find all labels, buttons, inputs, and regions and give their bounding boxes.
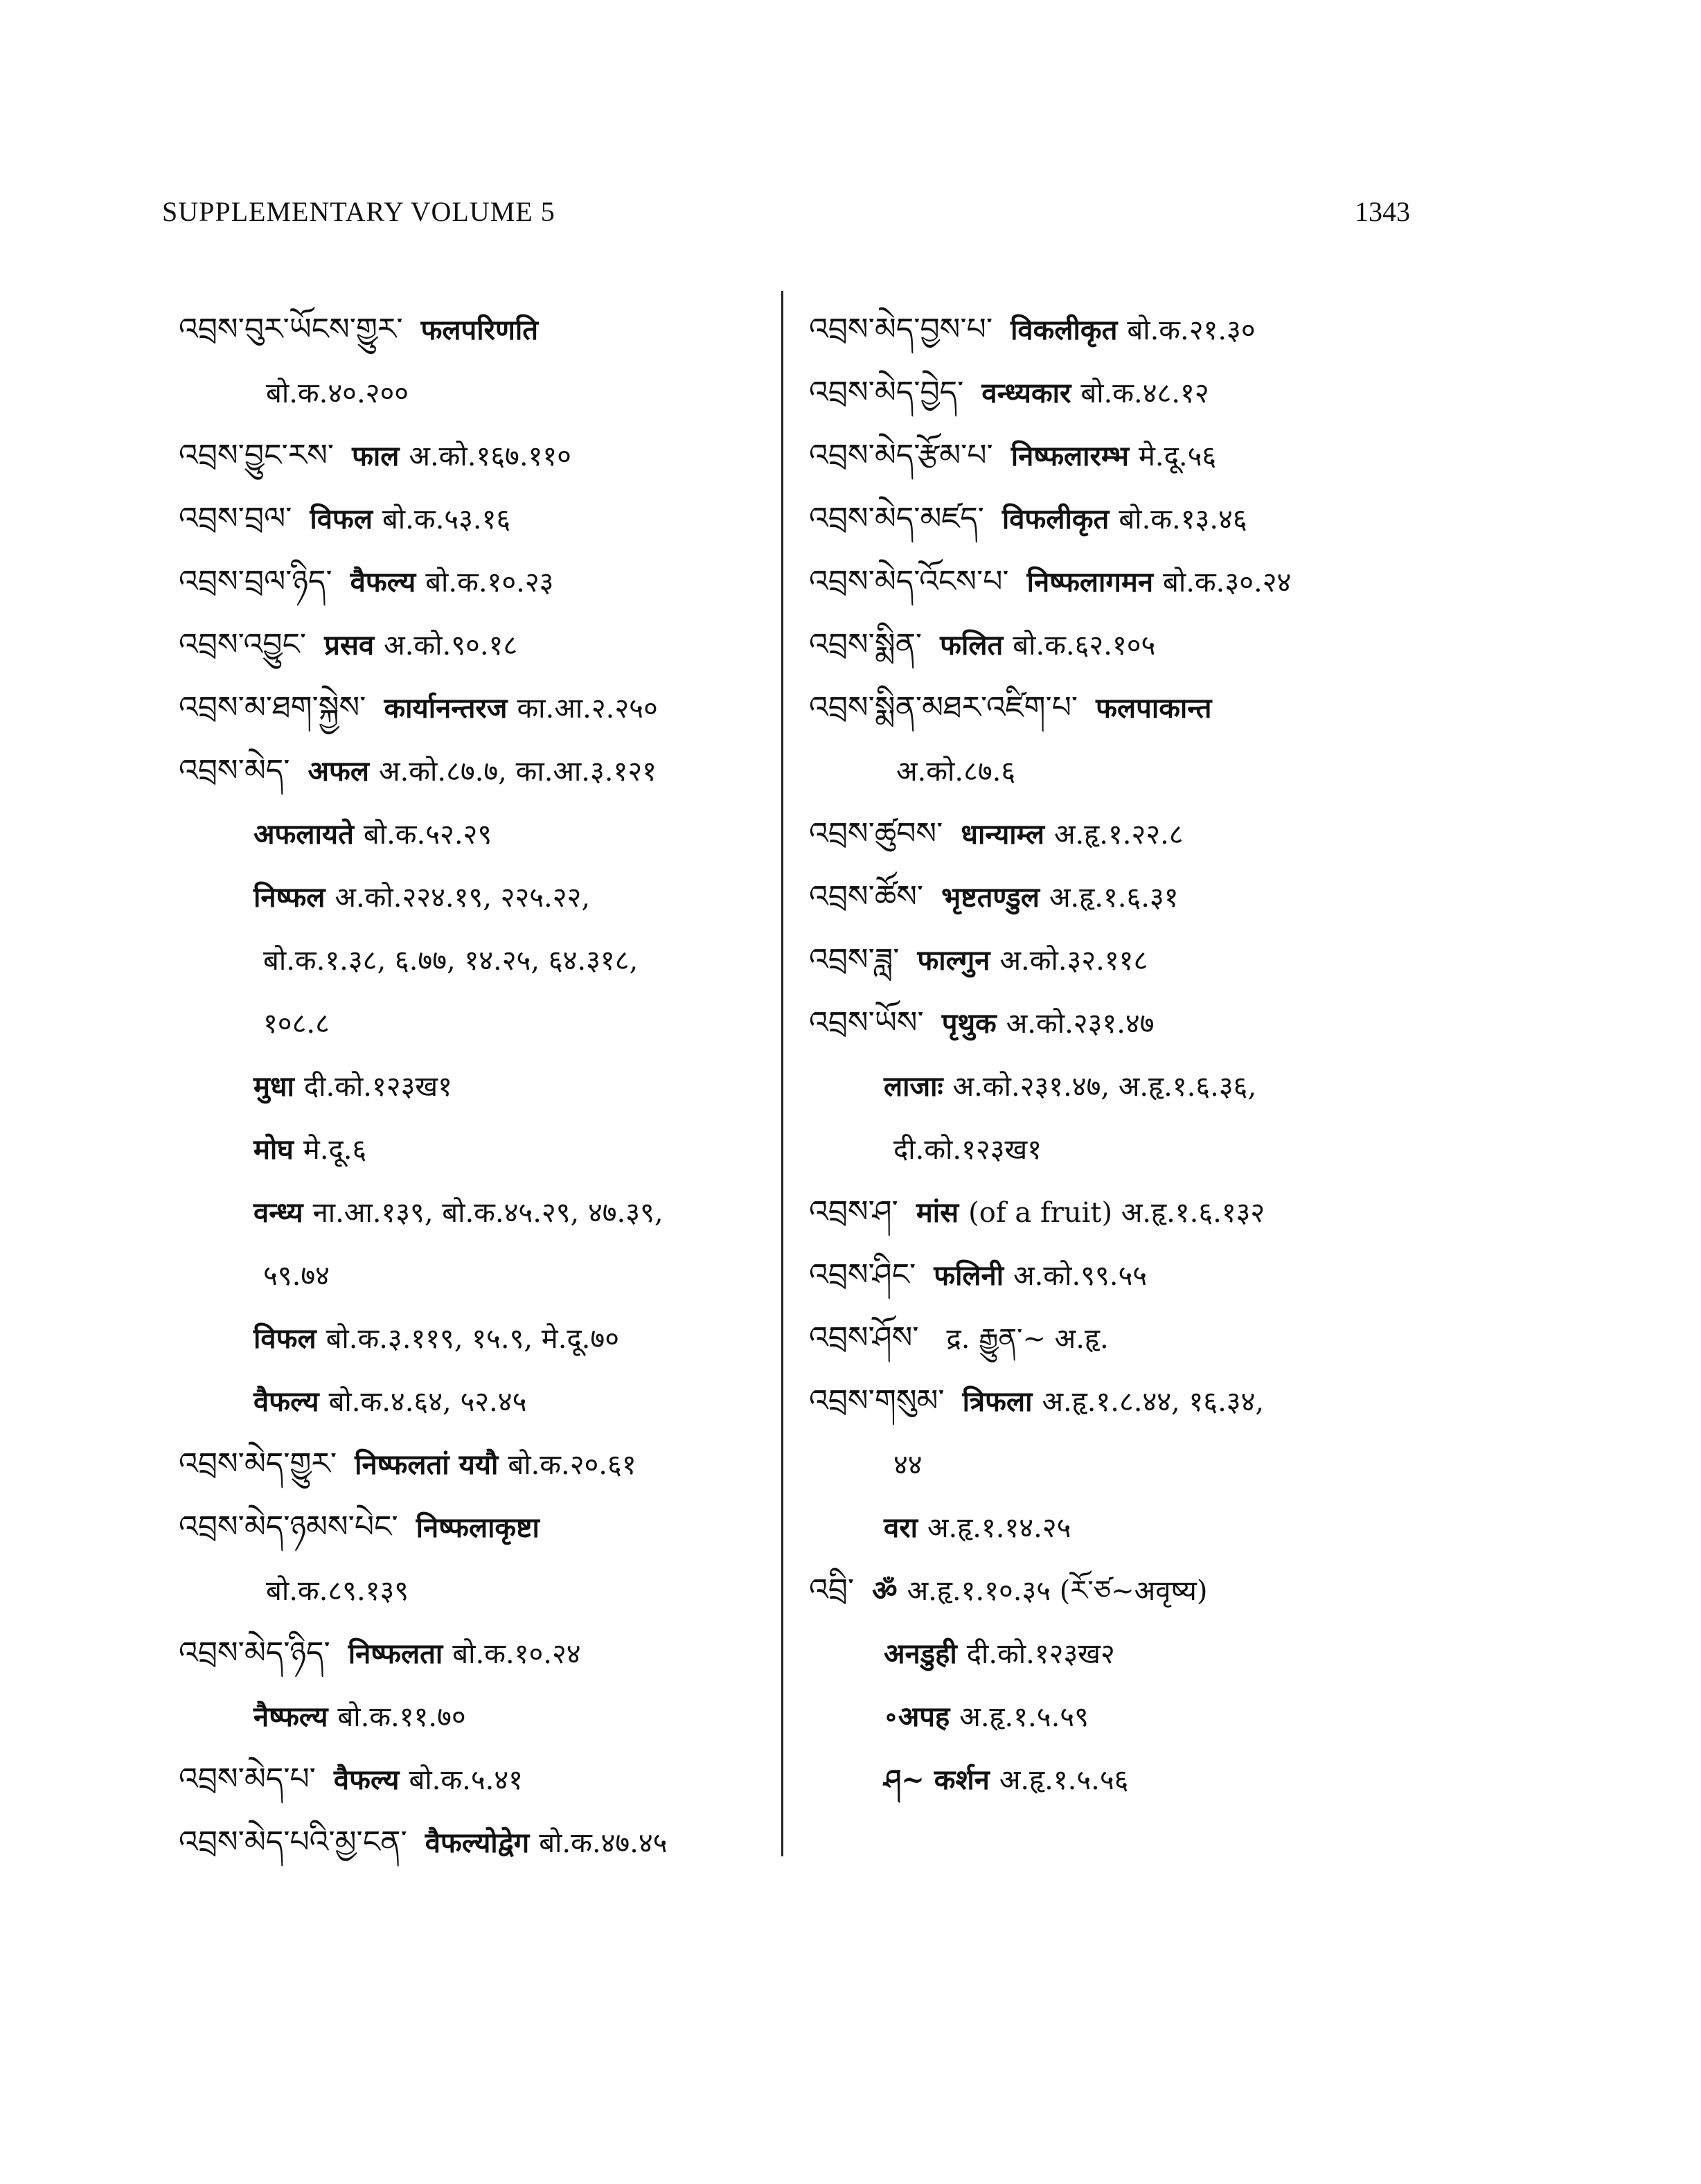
entry-line bbox=[179, 1306, 774, 1369]
sanskrit-term: वैफल्य bbox=[253, 1385, 319, 1418]
reference: अ.हृ.१.६.३१ bbox=[1049, 882, 1179, 914]
tibetan-term: འབྲས་མ་ཐག་སྐྱེས་ bbox=[179, 690, 366, 725]
sanskrit-term: प्रसव bbox=[324, 629, 375, 662]
tibetan-term: འབྲས་སྨིན་ bbox=[809, 627, 923, 662]
left-column bbox=[179, 298, 774, 1874]
entry-line bbox=[179, 1432, 774, 1495]
reference: अ.को.१६७.११० bbox=[409, 441, 571, 472]
sanskrit-term: निष्फल bbox=[253, 881, 326, 914]
reference: ना.आ.१३९, बो.क.४५.२९, ४७.३९, bbox=[312, 1197, 664, 1229]
tibetan-term: འབྲས་མེད་ཉིད་ bbox=[179, 1635, 330, 1671]
entry-line bbox=[179, 298, 774, 361]
entry-line bbox=[179, 1369, 774, 1432]
entry-line bbox=[179, 550, 774, 613]
reference: अ.हृ.१.१०.३५ (རོ་ཙ~अवृष्य) bbox=[907, 1575, 1208, 1607]
entry-line bbox=[179, 1117, 774, 1180]
tibetan-term: འབྲས་གསུམ་ bbox=[809, 1383, 945, 1419]
reference: बो.क.४०.२०० bbox=[266, 378, 409, 409]
column-divider bbox=[781, 291, 783, 1856]
tibetan-term: འབྲས་མེད་འོངས་པ་ bbox=[809, 564, 1009, 599]
tibetan-term: འབྲས་མེད་གྱུར་ bbox=[179, 1446, 337, 1482]
entry-line bbox=[179, 991, 774, 1054]
reference: का.आ.२.२५० bbox=[517, 693, 658, 725]
sanskrit-term: अफल bbox=[308, 755, 369, 788]
page-number: 1343 bbox=[1355, 196, 1410, 227]
sanskrit-term: फलपरिणति bbox=[420, 314, 539, 346]
sanskrit-term: विफल bbox=[253, 1322, 317, 1355]
reference: बो.क.५२.२९ bbox=[363, 819, 492, 851]
reference: बो.क.२०.६१ bbox=[508, 1449, 636, 1481]
reference: बो.क.४७.४५ bbox=[539, 1827, 668, 1859]
reference: बो.क.५.४१ bbox=[409, 1764, 523, 1796]
sanskrit-term: लाजाः bbox=[884, 1070, 943, 1103]
reference: बो.क.३०.२४ bbox=[1163, 567, 1292, 598]
entry-line bbox=[179, 1243, 774, 1306]
entry-line bbox=[809, 1054, 1405, 1117]
entry-line bbox=[809, 1306, 1405, 1369]
reference: अ.को.३२.११८ bbox=[999, 945, 1148, 977]
reference: अ.को.२३१.४७ bbox=[1006, 1008, 1155, 1040]
sanskrit-term: विफल bbox=[310, 503, 373, 535]
entry-line bbox=[809, 1243, 1405, 1306]
sanskrit-term: त्रिफला bbox=[962, 1385, 1033, 1418]
sanskrit-term: निष्फलतां ययौ bbox=[355, 1448, 499, 1481]
entry-line bbox=[179, 1495, 774, 1559]
tibetan-term: འབྲས་ཤིང་ bbox=[809, 1257, 916, 1293]
entry-line bbox=[179, 865, 774, 928]
reference: बो.क.५३.१६ bbox=[382, 504, 511, 535]
sanskrit-term: वन्ध्यकार bbox=[981, 377, 1071, 409]
entry-line bbox=[179, 1180, 774, 1243]
entry-line bbox=[809, 1622, 1405, 1685]
entry-line bbox=[809, 1369, 1405, 1432]
reference: अ.हृ.१.५.५६ bbox=[999, 1764, 1129, 1796]
entry-line bbox=[809, 613, 1405, 676]
tibetan-term: འབྲས་ཚོས་ bbox=[809, 879, 924, 914]
tibetan-term: འབྲས་མེད་ bbox=[179, 753, 290, 788]
sanskrit-term: पृथुक bbox=[941, 1007, 997, 1040]
sanskrit-term: वैफल्य bbox=[350, 566, 416, 598]
reference: बो.क.१०.२३ bbox=[425, 567, 554, 598]
entry-line bbox=[809, 361, 1405, 424]
sanskrit-term: निष्फलाकृष्टा bbox=[416, 1511, 540, 1544]
entry-line bbox=[809, 298, 1405, 361]
reference: १०८.८ bbox=[263, 1008, 330, 1040]
sanskrit-term: अनडुही bbox=[884, 1637, 957, 1670]
reference: दी.को.१२३ख१ bbox=[893, 1134, 1042, 1166]
reference: द्र. རྒྱུན་~ अ.हृ. bbox=[946, 1323, 1109, 1355]
sanskrit-term: भृष्टतण्डुल bbox=[941, 881, 1040, 914]
reference: (of a fruit) अ.हृ.१.६.१३२ bbox=[968, 1197, 1265, 1229]
reference: बो.क.१०.२४ bbox=[452, 1638, 581, 1670]
running-header: SUPPLEMENTARY VOLUME 5 bbox=[162, 196, 555, 227]
tibetan-term: འབྲས་མེད་མཛད་ bbox=[809, 501, 984, 536]
reference: दी.को.१२३ख२ bbox=[966, 1638, 1115, 1670]
entry-line bbox=[179, 1622, 774, 1685]
entry-line bbox=[179, 424, 774, 487]
sanskrit-term: ॐ bbox=[872, 1574, 898, 1607]
entry-line bbox=[809, 991, 1405, 1054]
tibetan-term: འབྲས་འབྱུང་ bbox=[179, 627, 307, 662]
entry-line bbox=[809, 1685, 1405, 1748]
sanskrit-term: मोघ bbox=[253, 1133, 294, 1166]
entry-line bbox=[809, 1117, 1405, 1180]
reference: अ.हृ.१.५.५९ bbox=[959, 1701, 1089, 1733]
sanskrit-term: फलिनी bbox=[934, 1259, 1004, 1292]
sanskrit-term: निष्फलारम्भ bbox=[1010, 440, 1130, 472]
sanskrit-term: ∘अपह bbox=[884, 1701, 950, 1733]
tibetan-term: འབྲས་མེད་བྱེད་ bbox=[809, 375, 964, 410]
reference: अ.को.९०.१८ bbox=[384, 630, 518, 662]
sanskrit-term: धान्याम्ल bbox=[961, 818, 1044, 851]
sanskrit-term: मांस bbox=[916, 1196, 959, 1229]
tibetan-term: འབྲས་མེད་བྱས་པ་ bbox=[809, 312, 993, 347]
reference: अ.को.९९.५५ bbox=[1013, 1260, 1148, 1292]
right-column bbox=[809, 298, 1405, 1811]
tibetan-term: འབྲས་ཚུབས་ bbox=[809, 816, 943, 851]
tibetan-term: འབྲས་བྲལ་ཉིད་ bbox=[179, 564, 332, 599]
entry-line bbox=[809, 676, 1405, 739]
sanskrit-term: विफलीकृत bbox=[1001, 503, 1110, 535]
reference: बो.क.२१.३० bbox=[1127, 314, 1256, 346]
entry-line bbox=[179, 1811, 774, 1874]
entry-line bbox=[809, 424, 1405, 487]
entry-line bbox=[809, 1495, 1405, 1559]
reference: बो.क.८९.१३९ bbox=[266, 1575, 409, 1607]
sanskrit-term: वैफल्य bbox=[333, 1764, 400, 1796]
entry-line bbox=[809, 1432, 1405, 1495]
entry-line bbox=[809, 1559, 1405, 1622]
sanskrit-term: नैष्फल्य bbox=[253, 1701, 328, 1733]
sanskrit-term: फलित bbox=[940, 629, 1004, 662]
tibetan-term: འབྲས་མེད་པ་ bbox=[179, 1761, 316, 1797]
sanskrit-term: अफलायते bbox=[253, 818, 354, 851]
reference: ४४ bbox=[893, 1449, 923, 1481]
entry-line bbox=[179, 1685, 774, 1748]
reference: बो.क.१.३८, ६.७७, १४.२५, ६४.३१८, bbox=[263, 945, 639, 977]
entry-line bbox=[179, 802, 774, 865]
entry-line bbox=[179, 1559, 774, 1622]
entry-line bbox=[179, 487, 774, 550]
reference: अ.हृ.१.१४.२५ bbox=[927, 1512, 1071, 1544]
entry-line bbox=[809, 928, 1405, 991]
entry-line bbox=[179, 928, 774, 991]
sanskrit-term: फाल्गुन bbox=[917, 944, 990, 977]
entry-line bbox=[809, 802, 1405, 865]
reference: बो.क.४८.१२ bbox=[1080, 378, 1209, 409]
reference: मे.दू.६ bbox=[303, 1134, 367, 1166]
reference: अ.को.२२४.१९, २२५.२२, bbox=[335, 882, 591, 914]
tibetan-term: འབྲས་ཤོས་ bbox=[809, 1320, 919, 1356]
entry-line bbox=[179, 1748, 774, 1811]
tibetan-term: འབྲས་སྨིན་མཐར་འཛིག་པ་ bbox=[809, 690, 1078, 725]
sanskrit-term: विकलीकृत bbox=[1010, 314, 1118, 346]
entry-line bbox=[179, 676, 774, 739]
sanskrit-term: निष्फलागमन bbox=[1026, 566, 1154, 598]
sanskrit-term: वैफल्योद्वेग bbox=[425, 1827, 530, 1859]
tibetan-term: འབྲས་མེད་ཉམས་པེང་ bbox=[179, 1509, 398, 1545]
sanskrit-term: वन्ध्य bbox=[253, 1196, 303, 1229]
sanskrit-term: मुधा bbox=[253, 1070, 294, 1103]
entry-line bbox=[809, 739, 1405, 802]
tibetan-term: འབྲས་ཡོས་ bbox=[809, 1005, 924, 1040]
tibetan-term: འབྲས་ཟླ་ bbox=[809, 942, 900, 977]
reference: ५९.७४ bbox=[263, 1260, 330, 1292]
sanskrit-term: फलपाकान्त bbox=[1096, 692, 1212, 725]
sanskrit-term: वरा bbox=[884, 1511, 918, 1544]
entry-line bbox=[809, 1180, 1405, 1243]
reference: अ.को.२३१.४७, अ.हृ.१.६.३६, bbox=[952, 1071, 1257, 1103]
reference: अ.को.८७.६ bbox=[896, 756, 1016, 788]
tibetan-term: འབྲས་བྲལ་ bbox=[179, 501, 292, 536]
entry-line bbox=[179, 613, 774, 676]
reference: बो.क.३.११९, १५.९, मे.दू.७० bbox=[326, 1323, 619, 1355]
reference: बो.क.१३.४६ bbox=[1119, 504, 1247, 535]
reference: अ.हृ.१.८.४४, १६.३४, bbox=[1042, 1386, 1265, 1418]
entry-line bbox=[179, 739, 774, 802]
tibetan-term: འབྲི་ bbox=[809, 1572, 855, 1608]
tibetan-term: འབྲས་བུར་ཡོངས་གྱུར་ bbox=[179, 312, 403, 347]
reference: मे.दू.५६ bbox=[1139, 441, 1217, 472]
tibetan-term: འབྲས་ཤ་ bbox=[809, 1194, 898, 1229]
reference: दी.को.१२३ख१ bbox=[303, 1071, 452, 1103]
entry-line bbox=[809, 487, 1405, 550]
entry-line bbox=[179, 361, 774, 424]
reference: बो.क.६२.१०५ bbox=[1013, 630, 1156, 662]
reference: अ.को.८७.७, का.आ.३.१२१ bbox=[379, 756, 657, 788]
reference: बो.क.४.६४, ५२.४५ bbox=[328, 1386, 527, 1418]
tibetan-term: འབྲས་བྱུང་རས་ bbox=[179, 438, 335, 473]
entry-line bbox=[809, 1748, 1405, 1811]
entry-line bbox=[809, 865, 1405, 928]
tibetan-term: འབྲས་མེད་རྩོམ་པ་ bbox=[809, 438, 993, 473]
reference: अ.हृ.१.२२.८ bbox=[1053, 819, 1184, 851]
reference: बो.क.११.७० bbox=[337, 1701, 466, 1733]
sanskrit-term: ཤ~ कर्शन bbox=[884, 1764, 990, 1796]
entry-line bbox=[809, 550, 1405, 613]
sanskrit-term: कार्यानन्तरज bbox=[384, 692, 508, 725]
sanskrit-term: निष्फलता bbox=[348, 1637, 443, 1670]
entry-line bbox=[179, 1054, 774, 1117]
sanskrit-term: फाल bbox=[352, 440, 400, 472]
tibetan-term: འབྲས་མེད་པའི་མྱ་ངན་ bbox=[179, 1825, 407, 1860]
